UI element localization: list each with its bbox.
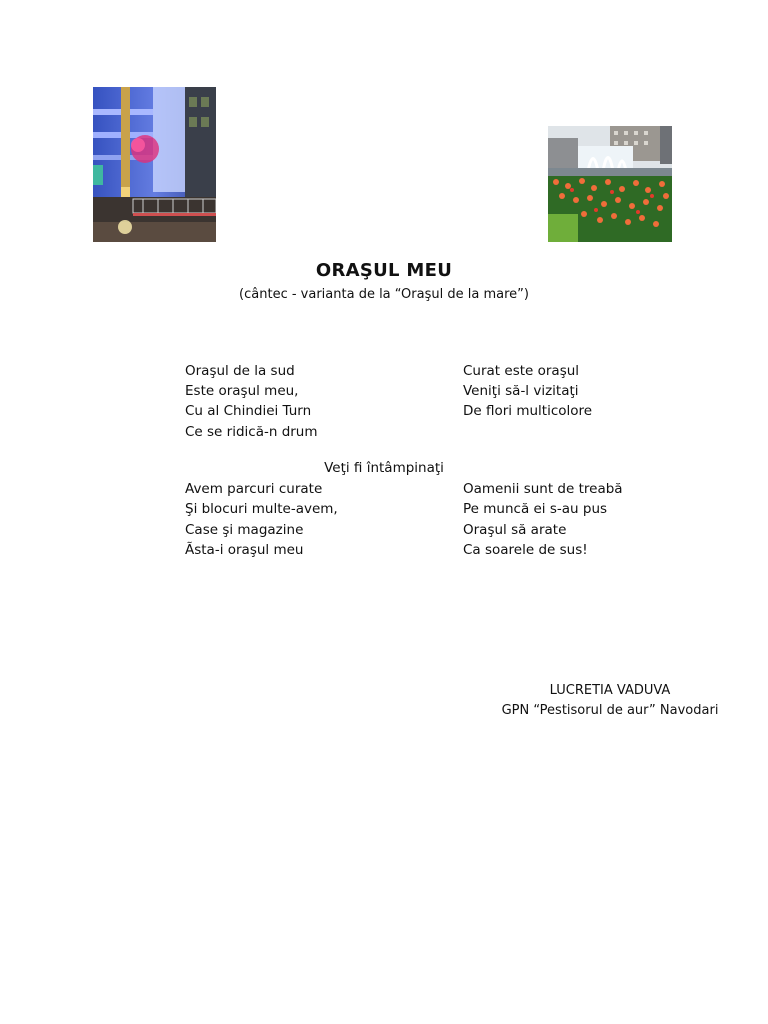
verse-line: Pe muncă ei s-au pus [463, 501, 608, 517]
verse-line: Ãsta-i oraşul meu [185, 542, 304, 558]
verse-line: Oraşul să arate [463, 522, 567, 538]
city-garden-photo [548, 126, 672, 242]
verse-line: Oamenii sunt de treabă [463, 481, 623, 497]
verse-line: Curat este oraşul [463, 363, 580, 379]
verse-line: Oraşul de la sud [185, 363, 295, 379]
verse-line: Avem parcuri curate [185, 481, 323, 497]
verse-line: Cu al Chindiei Turn [185, 403, 312, 419]
city-night-building-photo-icon [93, 87, 216, 242]
poem-subtitle: (cântec - varianta de la “Oraşul de la mare”) [239, 287, 529, 302]
author-name: LUCRETIA VADUVA [549, 683, 671, 698]
verse-center-line: Veţi fi întâmpinaţi [324, 460, 444, 476]
verse-line: Ca soarele de sus! [463, 542, 588, 558]
verse-line: Ce se ridică-n drum [185, 424, 318, 440]
verse-line: Este oraşul meu, [185, 383, 299, 399]
flower-garden-fountain-photo-icon [548, 126, 672, 242]
verse-line: Şi blocuri multe-avem, [185, 501, 338, 517]
author-organization: GPN “Pestisorul de aur” Navodari [501, 703, 719, 718]
verse-line: Veniţi să-l vizitaţi [463, 383, 579, 399]
city-night-photo [93, 87, 216, 242]
verse-line: De flori multicolore [463, 403, 593, 419]
verse-line: Case şi magazine [185, 522, 304, 538]
poem-title: ORAŞUL MEU [315, 260, 453, 281]
